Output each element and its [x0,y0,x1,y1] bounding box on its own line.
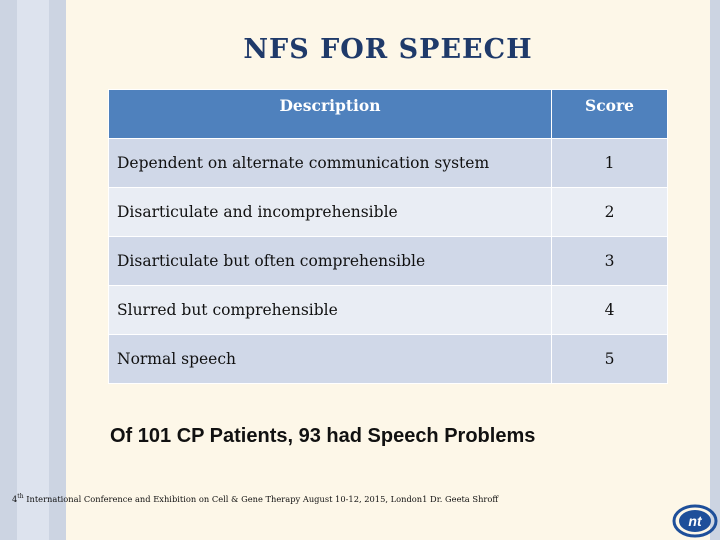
header-score: Score [552,90,668,139]
footer-citation [12,493,612,504]
summary-text: Of 101 CP Patients, 93 had Speech Problems [110,425,536,447]
row-description: Slurred but comprehensible [109,286,552,335]
nfs-speech-table [108,89,668,384]
row-score: 3 [552,237,668,286]
row-description: Disarticulate and incomprehensible [109,188,552,237]
table-row [109,335,668,384]
footer-text: International Conference and Exhibition on Cell & Gene Therapy August 10-12, 2015, London1 Dr. Geeta Shroff [23,493,499,504]
right-decorative-band [710,0,720,540]
row-description: Disarticulate but often comprehensible [109,237,552,286]
footer-number: 4 [12,493,18,504]
table-row [109,286,668,335]
nt-logo-icon [672,504,718,538]
header-description: Description [109,90,552,139]
row-description: Normal speech [109,335,552,384]
table-header-row [109,90,668,139]
row-score: 1 [552,139,668,188]
slide-content [66,0,710,540]
table-row [109,237,668,286]
row-score: 5 [552,335,668,384]
row-score: 2 [552,188,668,237]
left-decorative-inner-band [17,0,49,540]
logo-text: nt [688,513,702,529]
row-score: 4 [552,286,668,335]
table-row [109,139,668,188]
row-description: Dependent on alternate communication system [109,139,552,188]
footer-suffix: th [17,493,24,500]
table-row [109,188,668,237]
slide-title: NFS FOR SPEECH [243,34,533,65]
